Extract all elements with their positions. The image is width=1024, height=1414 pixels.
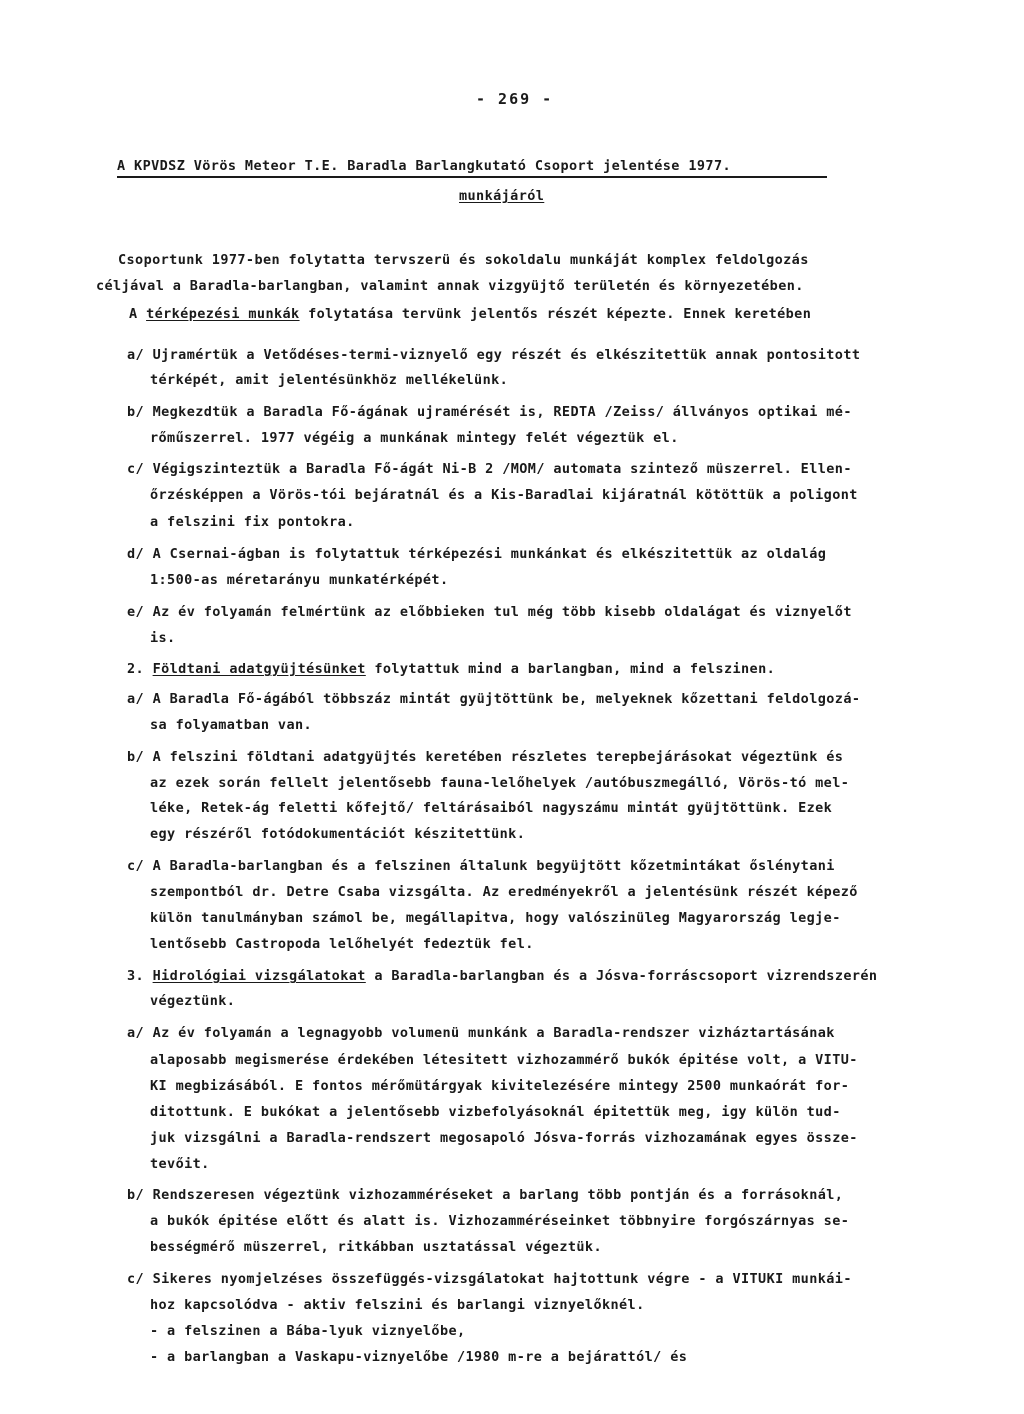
text-line: b/ Rendszeresen végeztünk vizhozamméréseket a barlang több pontján és a forrásoknál, — [127, 1187, 844, 1203]
text-line: céljával a Baradla-barlangban, valamint annak vizgyüjtő területén és környezetében. — [96, 278, 804, 294]
text-line: lentősebb Castropoda lelőhelyét fedeztük fel. — [150, 936, 534, 952]
text-line: külön tanulmányban számol be, megállapitva, hogy valószinüleg Magyarország legje- — [150, 910, 841, 926]
text-line: c/ Végigszinteztük a Baradla Fő-ágát Ni-B 2 /MOM/ automata szintező müszerrel. Ellen- — [127, 461, 852, 477]
underlined-heading: Földtani adatgyüjtésünket — [152, 661, 366, 677]
text-line: léke, Retek-ág feletti kőfejtő/ feltárásaiból nagyszámu mintát gyüjtöttünk. Ezek — [150, 800, 833, 816]
text-line: végeztünk. — [150, 993, 236, 1009]
text-line: térképét, amit jelentésünkhöz mellékelünk. — [150, 372, 509, 388]
report-title: A KPVDSZ Vörös Meteor T.E. Baradla Barlangkutató Csoport jelentése 1977. — [117, 158, 731, 174]
text-line: ditottunk. E bukókat a jelentősebb vizbefolyásoknál épitettük meg, igy külön tud- — [150, 1104, 841, 1120]
text-line: sa folyamatban van. — [150, 717, 313, 733]
text-line: bességmérő müszerrel, ritkábban usztatással végeztük. — [150, 1239, 602, 1255]
line-rest: a Baradla-barlangban és a Jósva-forráscsoport vizrendszerén — [365, 968, 878, 984]
text-line: a/ Ujramértük a Vetődéses-termi-viznyelő egy részét és elkészitettük annak pontositott — [127, 347, 861, 363]
text-line: hoz kapcsolódva - aktiv felszini és barlangi viznyelőknél. — [150, 1297, 645, 1313]
text-line: rőműszerrel. 1977 végéig a munkának mintegy felét végeztük el. — [150, 430, 679, 446]
text-line: a bukók épitése előtt és alatt is. Vizhozamméréseinket többnyire forgószárnyas se- — [150, 1213, 850, 1229]
line-rest: folytatása tervünk jelentős részét képezte. Ennek keretében — [299, 306, 812, 322]
underlined-heading: Hidrológiai vizsgálatokat — [152, 968, 366, 984]
text-line: a/ Az év folyamán a legnagyobb volumenü munkánk a Baradla-rendszer vizháztartásának — [127, 1025, 835, 1041]
text-line: b/ A felszini földtani adatgyüjtés keretében részletes terepbejárásokat végeztünk és — [127, 749, 844, 765]
text-line: e/ Az év folyamán felmértünk az előbbieken tul még több kisebb oldalágat és viznyelőt — [127, 604, 852, 620]
page-number: - 269 - — [476, 90, 554, 108]
text-line: - a barlangban a Vaskapu-viznyelőbe /1980 m-re a bejárattól/ és — [150, 1349, 688, 1365]
text-line: Csoportunk 1977-ben folytatta tervszerü és sokoldalu munkáját komplex feldolgozás — [118, 252, 809, 268]
text-line — [129, 306, 811, 322]
text-line: 1:500-as méretarányu munkatérképét. — [150, 572, 449, 588]
text-line: KI megbizásából. E fontos mérőmütárgyak kivitelezésére mintegy 2500 munkaórát for- — [150, 1078, 850, 1094]
text-line — [127, 968, 877, 984]
title-underline — [117, 176, 827, 178]
underlined-heading: térképezési munkák — [146, 306, 300, 322]
text-line: - a felszinen a Bába-lyuk viznyelőbe, — [150, 1323, 466, 1339]
text-line: őrzésképpen a Vörös-tói bejáratnál és a Kis-Baradlai kijáratnál kötöttük a poligont — [150, 487, 858, 503]
text-line — [127, 661, 775, 677]
text-line: is. — [150, 630, 176, 646]
text-line: a/ A Baradla Fő-ágából többszáz mintát gyüjtöttünk be, melyeknek kőzettani feldolgozá- — [127, 691, 861, 707]
text-line: alaposabb megismerése érdekében létesitett vizhozammérő bukók épitése volt, a VITU- — [150, 1052, 858, 1068]
text-line: juk vizsgálni a Baradla-rendszert megosapoló Jósva-forrás vizhozamának egyes össze- — [150, 1130, 858, 1146]
text-line: a felszini fix pontokra. — [150, 514, 355, 530]
text-line: c/ A Baradla-barlangban és a felszinen általunk begyüjtött kőzetmintákat őslénytani — [127, 858, 835, 874]
text-line: c/ Sikeres nyomjelzéses összefüggés-vizsgálatokat hajtottunk végre - a VITUKI munkái- — [127, 1271, 852, 1287]
text-line: szempontból dr. Detre Csaba vizsgálta. Az eredményekről a jelentésünk részét képező — [150, 884, 858, 900]
line-rest: folytattuk mind a barlangban, mind a felszinen. — [365, 661, 776, 677]
line-prefix: 2. — [127, 661, 153, 677]
line-prefix: A — [129, 306, 147, 322]
text-line: d/ A Csernai-ágban is folytattuk térképezési munkánkat és elkészitettük az oldalág — [127, 546, 827, 562]
text-line: az ezek során fellelt jelentősebb fauna-lelőhelyek /autóbuszmegálló, Vörös-tó mel- — [150, 775, 850, 791]
report-title-subline: munkájáról — [459, 188, 545, 204]
text-line: b/ Megkezdtük a Baradla Fő-ágának ujramérését is, REDTA /Zeiss/ állványos optikai mé- — [127, 404, 852, 420]
text-line: tevőit. — [150, 1156, 210, 1172]
line-prefix: 3. — [127, 968, 153, 984]
text-line: egy részéről fotódokumentációt készitettünk. — [150, 826, 526, 842]
